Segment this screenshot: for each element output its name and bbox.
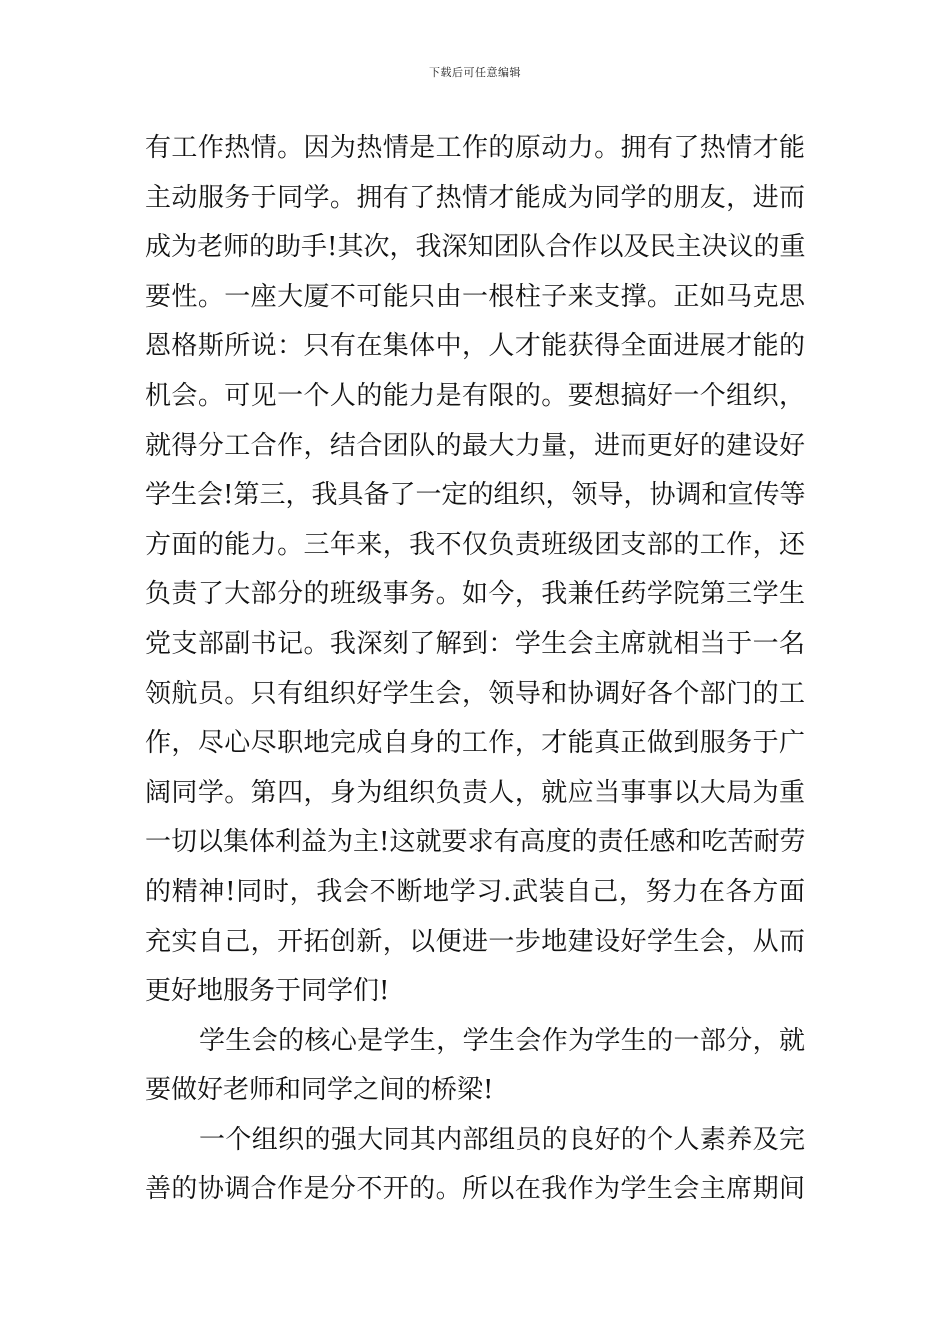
paragraph-line: 要做好老师和同学之间的桥梁! xyxy=(145,1075,494,1106)
paragraph-line: 的精神!同时，我会不断地学习.武装自己，努力在各方面 xyxy=(145,876,805,907)
paragraph-line: 主动服务于同学。拥有了热情才能成为同学的朋友，进而 xyxy=(145,182,805,213)
paragraph-line: 有工作热情。因为热情是工作的原动力。拥有了热情才能 xyxy=(145,133,805,163)
paragraph-line: 领航员。只有组织好学生会，领导和协调好各个部门的工 xyxy=(145,678,805,709)
paragraph-line: 善的协调合作是分不开的。所以在我作为学生会主席期间 xyxy=(145,1174,805,1205)
paragraph-line: 就得分工合作，结合团队的最大力量，进而更好的建设好 xyxy=(145,430,805,461)
paragraph-line: 负责了大部分的班级事务。如今，我兼任药学院第三学生 xyxy=(145,579,805,610)
paragraph-line: 恩格斯所说：只有在集体中，人才能获得全面进展才能的 xyxy=(145,331,805,362)
paragraph-line: 党支部副书记。我深刻了解到：学生会主席就相当于一名 xyxy=(145,628,805,659)
document-body xyxy=(145,124,805,1215)
page-header-note: 下载后可任意编辑 xyxy=(429,66,521,79)
paragraph-line: 方面的能力。三年来，我不仅负责班级团支部的工作，还 xyxy=(145,529,805,560)
paragraph-line: 一个组织的强大同其内部组员的良好的个人素养及完 xyxy=(199,1124,805,1155)
paragraph-line: 更好地服务于同学们! xyxy=(145,976,390,1007)
paragraph-line: 要性。一座大厦不可能只由一根柱子来支撑。正如马克思 xyxy=(145,281,805,312)
paragraph-line: 成为老师的助手!其次，我深知团队合作以及民主决议的重 xyxy=(145,232,806,263)
paragraph-line: 学生会的核心是学生，学生会作为学生的一部分，就 xyxy=(199,1025,805,1056)
paragraph-line: 阔同学。第四，身为组织负责人，就应当事事以大局为重 xyxy=(145,777,805,808)
paragraph-line: 学生会!第三，我具备了一定的组织，领导，协调和宣传等 xyxy=(145,480,806,511)
paragraph-line: 充实自己，开拓创新，以便进一步地建设好学生会，从而 xyxy=(145,926,805,957)
paragraph-line: 作，尽心尽职地完成自身的工作，才能真正做到服务于广 xyxy=(145,728,805,759)
paragraph-line: 一切以集体利益为主!这就要求有高度的责任感和吃苦耐劳 xyxy=(145,827,806,858)
paragraph-line: 机会。可见一个人的能力是有限的。要想搞好一个组织， xyxy=(145,380,805,411)
